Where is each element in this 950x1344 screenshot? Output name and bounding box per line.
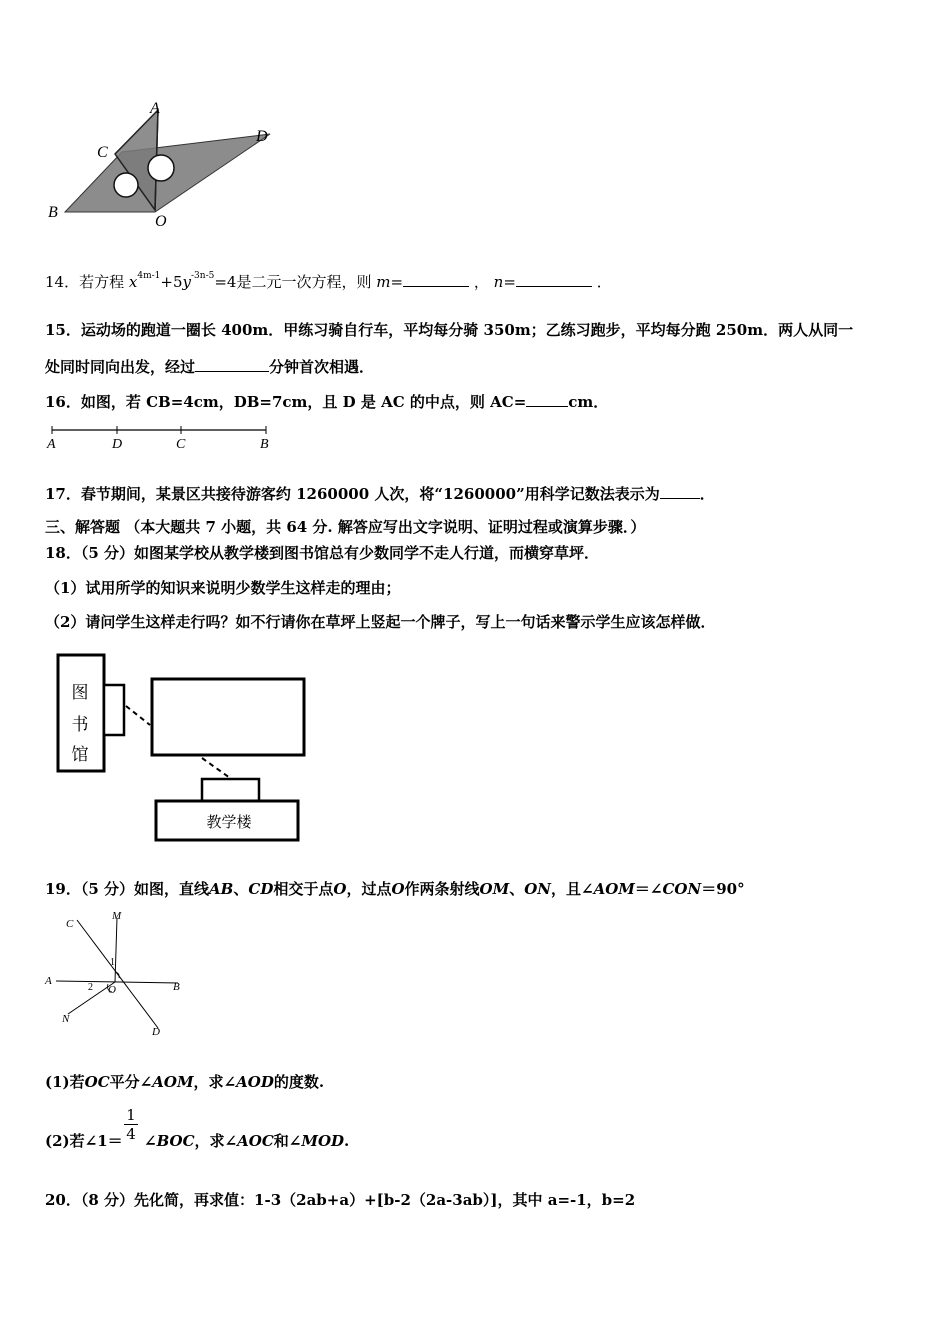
- library-char-1: 图: [71, 683, 89, 702]
- q14-plus: +5: [160, 273, 183, 291]
- question-16: [45, 392, 608, 412]
- q17-prefix: 17．春节期间，某景区共接待游客约 1260000 人次，将“1260000”用科学记数法表示为: [45, 485, 660, 503]
- label-O: O: [155, 213, 167, 230]
- q16-prefix: 16．如图，若 CB=4cm，DB=7cm，且 D 是 AC 的中点，则 AC=: [45, 393, 527, 411]
- fraction-one-quarter: [124, 1106, 138, 1143]
- q19-num: 19．（5 分）如图，直线: [45, 880, 210, 898]
- question-14: [45, 272, 612, 295]
- q19-p2-mod: MOD: [301, 1132, 345, 1150]
- fraction-denominator: 4: [126, 1125, 136, 1143]
- teaching-entrance: [202, 779, 259, 801]
- line-CD: [77, 920, 158, 1028]
- q19-p2-angle: ∠: [144, 1132, 157, 1150]
- q19-t3: 作两条射线: [404, 880, 480, 898]
- figure-q19-angles: [40, 908, 190, 1040]
- label-B: B: [173, 981, 180, 993]
- q19-t6: ＝90°: [701, 880, 745, 898]
- question-15-line1: 15．运动场的跑道一圈长 400m．甲练习骑自行车，平均每分骑 350m；乙练习跑步，平均每分跑 250m．两人从同一: [45, 321, 854, 339]
- label-M: M: [112, 910, 122, 922]
- q14-eq: =4: [214, 273, 237, 291]
- q16-blank[interactable]: [526, 392, 568, 407]
- question-15-line2: [45, 357, 374, 377]
- q14-y: y: [182, 273, 191, 291]
- q19-o: O: [333, 880, 347, 898]
- q14-m: m: [376, 273, 391, 291]
- q14-sep: ，: [473, 273, 489, 291]
- shortcut-path-2: [202, 758, 230, 778]
- q16-suffix: cm．: [568, 393, 609, 411]
- figure-q16-segment: [44, 422, 276, 452]
- q19-ab: AB: [209, 880, 234, 898]
- q19-con: CON: [662, 880, 702, 898]
- label-N: N: [62, 1013, 70, 1025]
- q19-p1-aom: AOM: [152, 1073, 194, 1091]
- line-AB: [56, 981, 178, 983]
- hole-circle-1: [114, 173, 138, 197]
- label-A: A: [150, 100, 160, 117]
- question-19-stem: [45, 879, 745, 899]
- q19-p1-aod: AOD: [236, 1073, 274, 1091]
- label-D: D: [256, 128, 268, 145]
- q15-blank[interactable]: [195, 357, 269, 372]
- q14-x: x: [128, 273, 138, 291]
- q17-blank[interactable]: [660, 484, 700, 499]
- q15-line2-suffix: 分钟首次相遇．: [269, 358, 375, 376]
- q19-p2-boc: BOC: [156, 1132, 195, 1150]
- q19-on: ON: [524, 880, 552, 898]
- q14-middle: 是二元一次方程，则: [236, 273, 372, 291]
- q19-p1-post: ，求∠: [193, 1073, 237, 1091]
- library-char-2: 书: [71, 715, 89, 734]
- label-O: O: [108, 984, 116, 996]
- fraction-numerator: 1: [126, 1106, 136, 1124]
- question-20: 20．（8 分）先化简，再求值：1-3（2ab+a）+[b-2（2a-3ab）]，其中 a=-1，b=2: [45, 1191, 636, 1209]
- teaching-building-label: 教学楼: [206, 815, 252, 831]
- q19-p2-aoc: AOC: [237, 1132, 274, 1150]
- q14-eqsign1: =: [390, 273, 404, 291]
- shortcut-path-1: [126, 706, 150, 725]
- question-18-part2: （2）请问学生这样走行吗？如不行请你在草坪上竖起一个牌子，写上一句话来警示学生应该怎样做．: [45, 613, 716, 631]
- q17-suffix: ．: [699, 485, 715, 503]
- q15-line2-prefix: 处同时同向出发，经过: [45, 358, 196, 376]
- label-A: A: [45, 975, 52, 987]
- question-19-part2: [144, 1131, 349, 1151]
- q14-n: n: [493, 273, 504, 291]
- q19-dun1: 、: [233, 880, 249, 898]
- q19-aom: AOM: [593, 880, 635, 898]
- segment-label-D: D: [112, 437, 123, 452]
- label-B: B: [48, 204, 58, 221]
- q19-dun2: 、: [509, 880, 525, 898]
- q19-p2-mid: ，求∠: [194, 1132, 238, 1150]
- segment-label-B: B: [260, 437, 269, 452]
- q19-p2-and: 和∠: [273, 1132, 302, 1150]
- q14-blank-m[interactable]: [403, 272, 469, 287]
- segment-label-C: C: [176, 437, 186, 452]
- question-19-part1: [45, 1072, 324, 1092]
- q14-end: ．: [596, 273, 612, 291]
- q19-p1-oc: OC: [84, 1073, 110, 1091]
- q19-p1-mid: 平分∠: [109, 1073, 153, 1091]
- hole-circle-2: [148, 155, 174, 181]
- q14-eqsign2: =: [503, 273, 516, 291]
- q19-cd: CD: [248, 880, 274, 898]
- question-18-stem: 18．（5 分）如图某学校从教学楼到图书馆总有少数同学不走人行道，而横穿草坪．: [45, 544, 600, 562]
- section-3-heading: 三、解答题 （本大题共 7 小题，共 64 分. 解答应写出文字说明、证明过程或演算步骤．）: [45, 518, 646, 536]
- label-C: C: [66, 918, 74, 930]
- q19-t1: 相交于点: [273, 880, 334, 898]
- label-D: D: [152, 1026, 160, 1038]
- library-entrance: [104, 685, 124, 735]
- q14-prefix: 若方程: [79, 273, 125, 291]
- label-angle-1: 1: [110, 957, 115, 968]
- library-char-3: 馆: [71, 745, 89, 764]
- q19-t4: ，且∠: [551, 880, 594, 898]
- q14-blank-n[interactable]: [516, 272, 592, 287]
- q19-p1-end: 的度数.: [273, 1073, 325, 1091]
- label-C: C: [97, 144, 108, 161]
- q19-o2: O: [391, 880, 405, 898]
- lawn: [152, 679, 304, 755]
- segment-label-A: A: [47, 437, 56, 452]
- question-17: [45, 484, 715, 504]
- q19-om: OM: [479, 880, 510, 898]
- q19-t5: ＝∠: [634, 880, 663, 898]
- question-18-part1: （1）试用所学的知识来说明少数学生这样走的理由；: [45, 579, 401, 597]
- figure-q18-campus: [52, 650, 312, 846]
- q14-exp2: -3n-5: [191, 271, 215, 281]
- q19-t2: ，过点: [346, 880, 392, 898]
- figure-q13-triangles: [40, 98, 280, 230]
- question-19-part2-prefix: (2)若∠1＝: [45, 1132, 123, 1150]
- q14-number: 14．: [45, 273, 80, 291]
- label-angle-2: 2: [88, 982, 93, 993]
- q19-p1-pre: (1)若: [45, 1073, 85, 1091]
- q14-exp1: 4m-1: [137, 271, 161, 281]
- q19-p2-end: .: [344, 1132, 350, 1150]
